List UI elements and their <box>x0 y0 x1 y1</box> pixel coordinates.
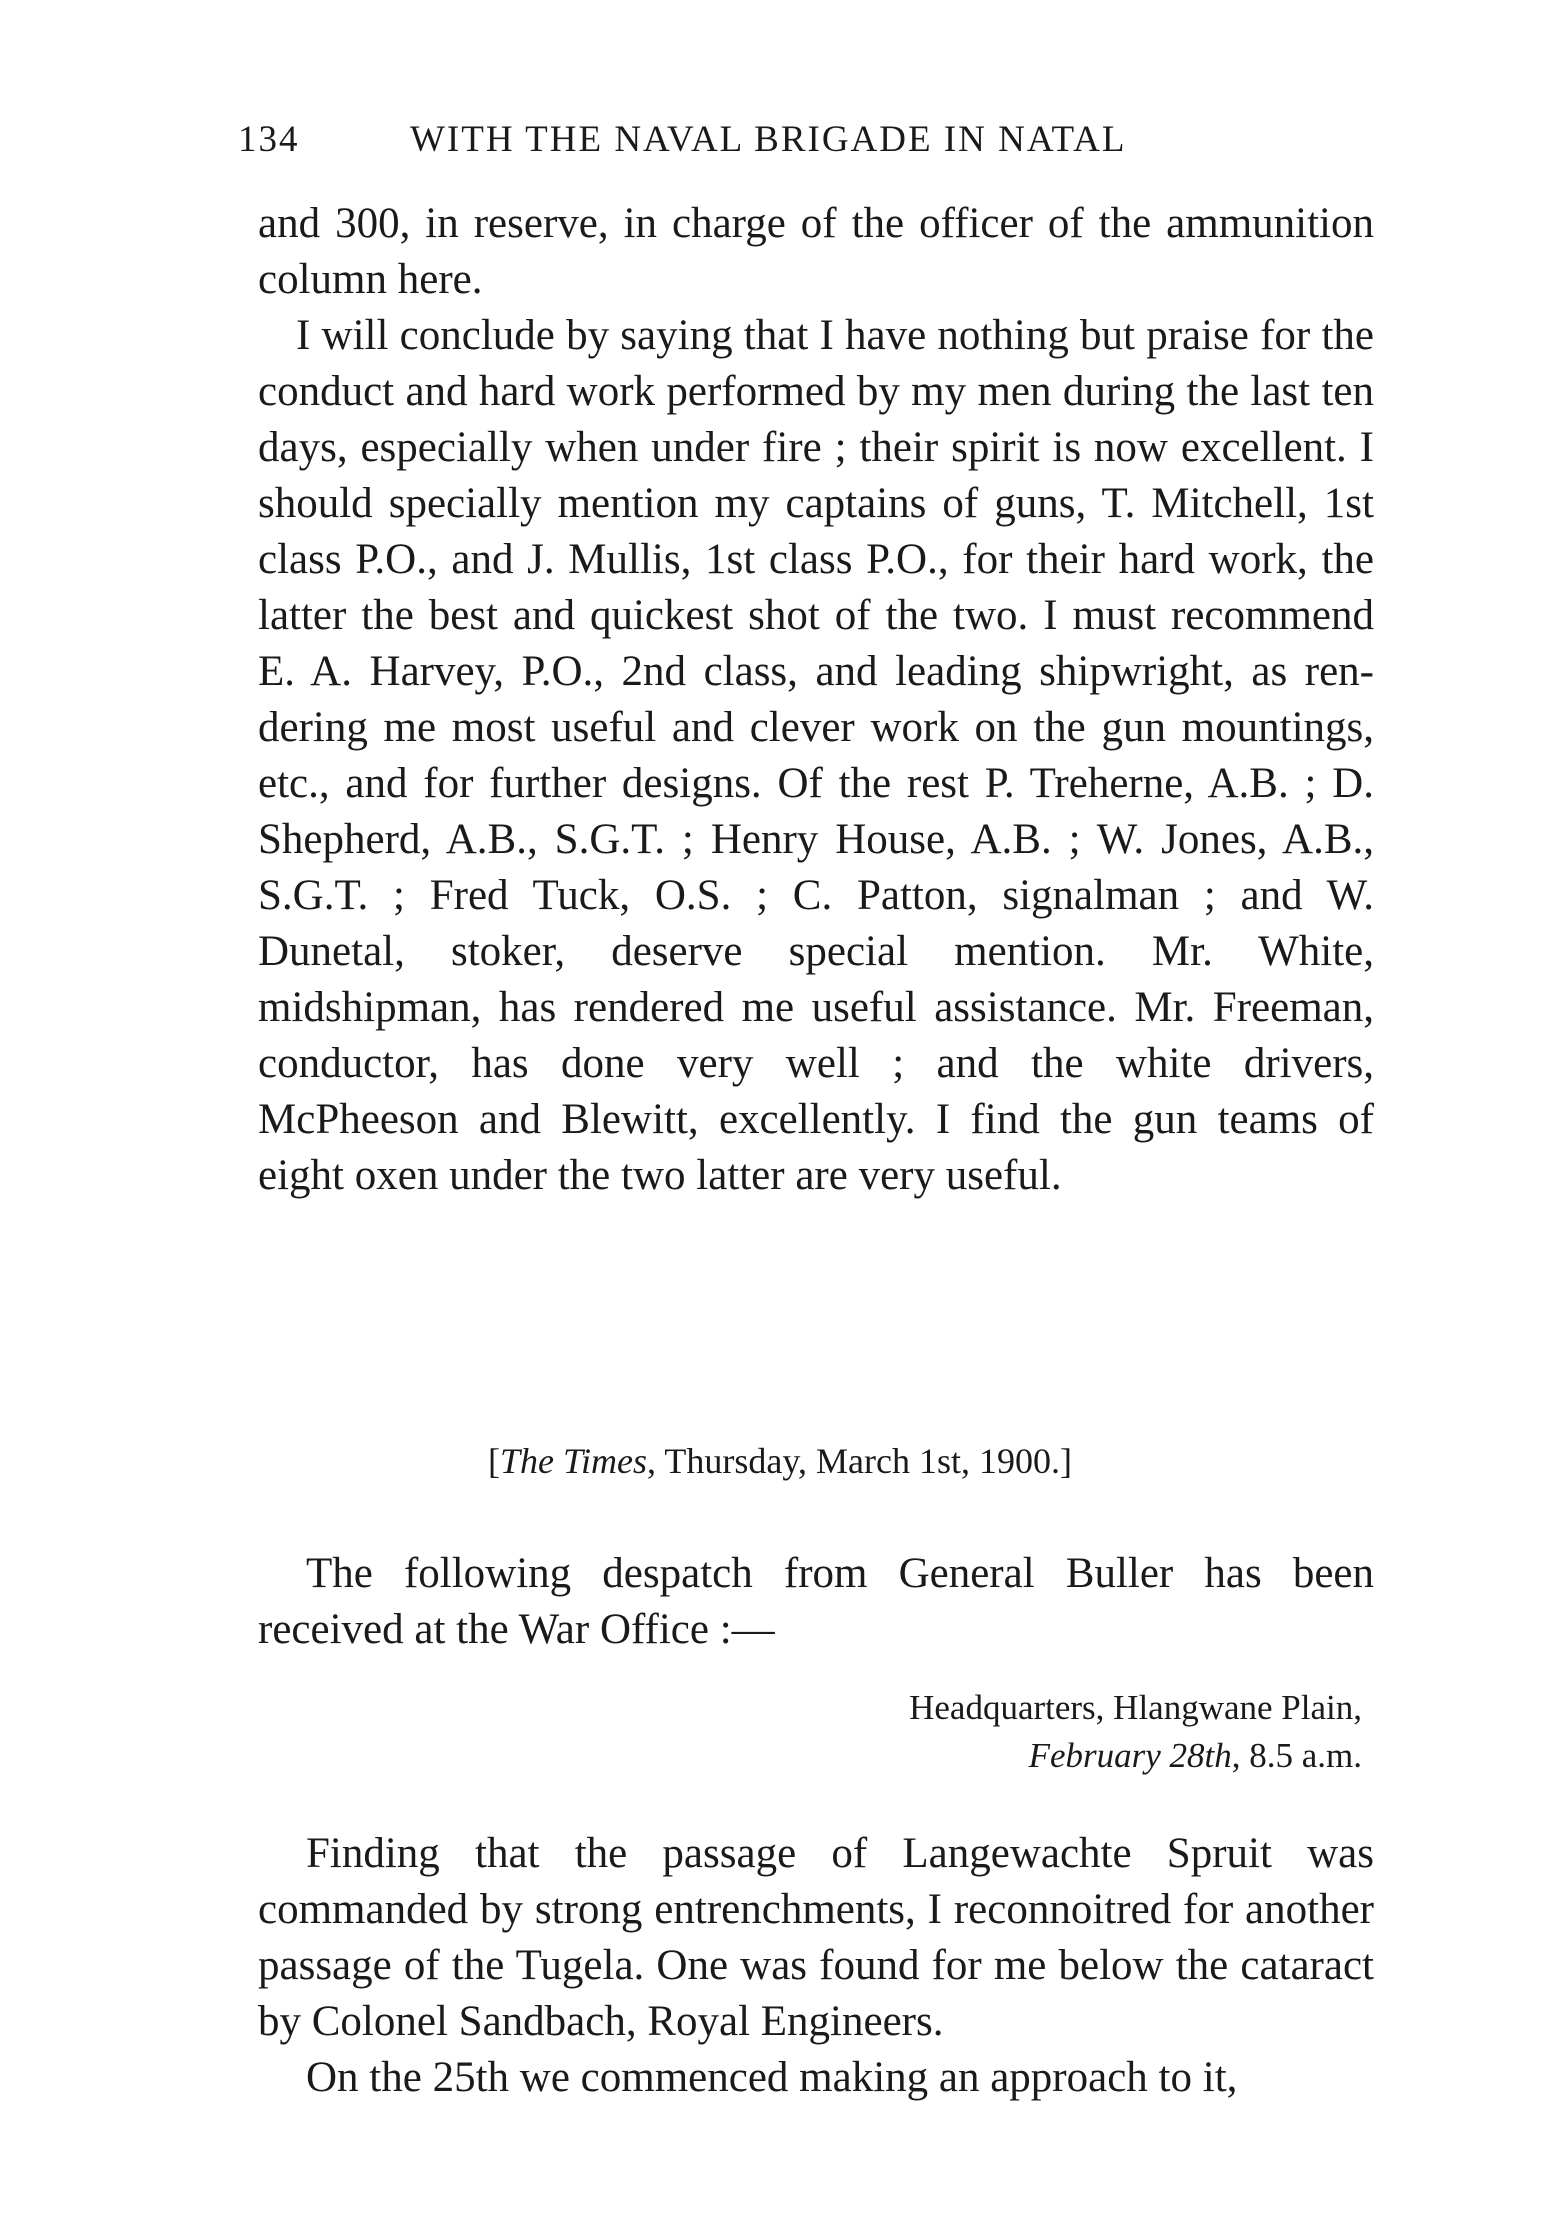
dateline-date <box>700 1732 1362 1780</box>
newspaper-name: The Times <box>500 1441 648 1481</box>
despatch-dateline <box>700 1684 1362 1780</box>
paragraph-langewachte-passage: Finding that the passage of Langewachte Spruit was commanded by strong entrenchments, I reconnoitred for another passage of the Tugela. One was found for me below the cataract by Colonel Sandbach, Royal Engineers. <box>258 1830 1374 2045</box>
running-title: WITH THE NAVAL BRIGADE IN NATAL <box>410 119 1127 160</box>
page-number: 134 <box>238 119 300 160</box>
dateline-time: , 8.5 a.m. <box>1231 1736 1362 1775</box>
paragraph-despatch-intro: The following despatch from General Buller has been received at the War Office :— <box>258 1550 1374 1653</box>
paragraph-ammunition-reserve: and 300, in reserve, in charge of the officer of the ammunition column here. <box>258 200 1374 303</box>
dateline-month-day: February 28th <box>1028 1736 1232 1775</box>
paragraph-conduct-praise: I will conclude by saying that I have nothing but praise for the conduct and hard work performed by my men during the last ten days, especially when under fire ; their spirit is now excellent. I should specially mention my captains of guns, T. Mitchell, 1st class P.O., and J. Mullis, 1st class P.O., for their hard work, the latter the best and quickest shot of the two. I must recommend E. A. Harvey, P.O., 2nd class, and leading shipwright, as rendering me most useful and clever work on the gun mountings, etc., and for further designs. Of the rest P. Treherne, A.B. ; D. Shepherd, A.B., S.G.T. ; Henry House, A.B. ; W. Jones, A.B., S.G.T. ; Fred Tuck, O.S. ; C. Patton, signalman ; and W. Dunetal, stoker, deserve special mention. Mr. White, midshipman, has rendered me useful assistance. Mr. Freeman, conductor, has done very well ; and the white drivers, McPheeson and Blewitt, excellently. I find the gun teams of eight oxen under the two latter are very useful. <box>258 312 1374 1199</box>
paragraph-approach: On the 25th we commenced making an approach to it, <box>306 2054 1238 2101</box>
source-date: , Thursday, March 1st, 1900.] <box>647 1441 1072 1481</box>
source-bracket-open: [ <box>488 1441 500 1481</box>
running-head <box>238 118 1238 161</box>
newspaper-source-line <box>488 1440 1228 1482</box>
dateline-location: Headquarters, Hlangwane Plain, <box>909 1688 1362 1727</box>
